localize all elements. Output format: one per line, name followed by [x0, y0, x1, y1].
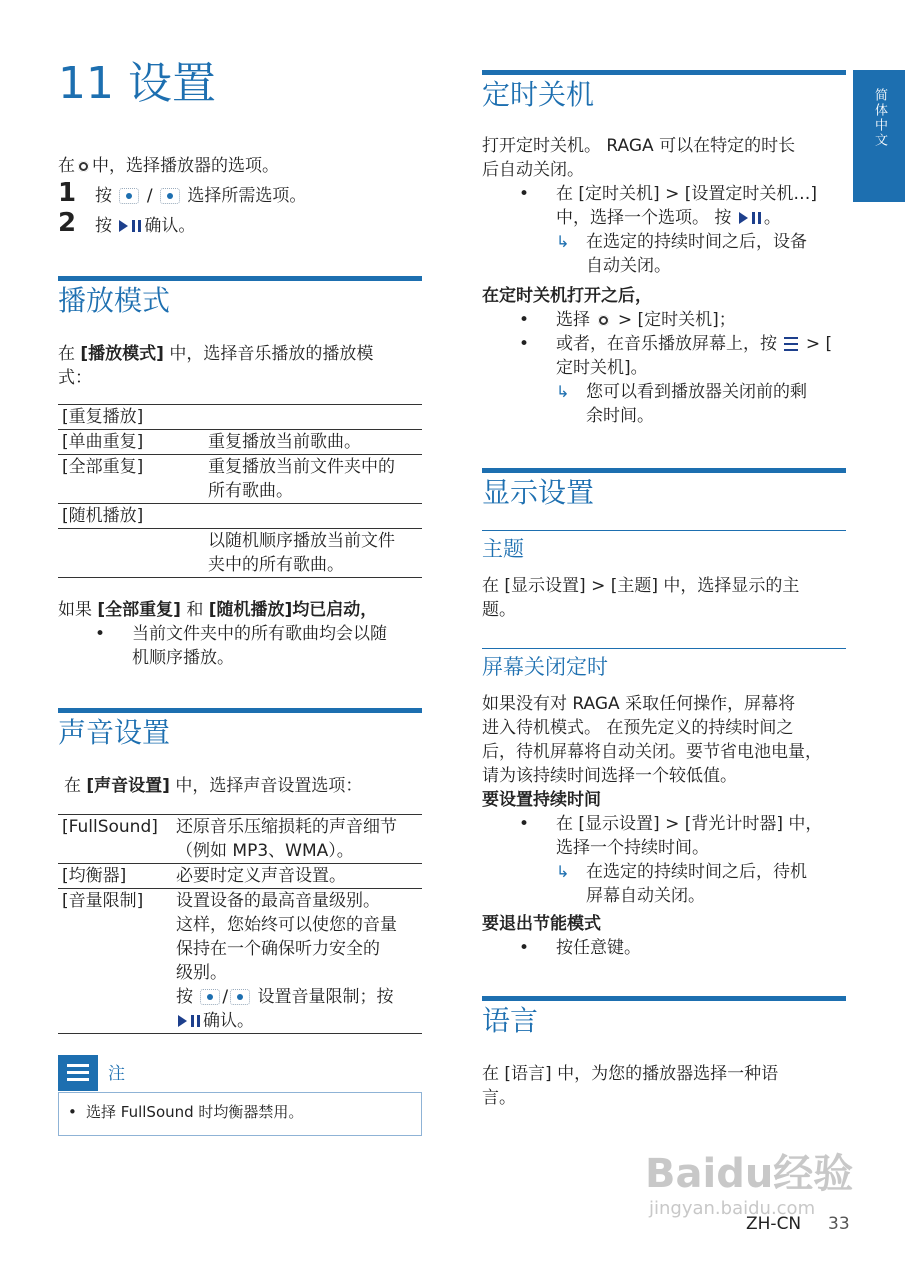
previous-button-icon	[200, 989, 220, 1005]
table-row	[58, 889, 422, 1034]
exit-saving-step: 按任意键。	[556, 938, 641, 958]
sound-table	[58, 814, 422, 1034]
table-row	[58, 504, 422, 529]
bullet-dot: •	[519, 310, 530, 330]
section-bar	[482, 996, 846, 1001]
section-bar	[482, 468, 846, 473]
bullet-dot: •	[519, 938, 530, 958]
result-arrow-icon: ↳	[556, 862, 570, 881]
table-key: [随机播放]	[62, 506, 144, 526]
shuffle-note: 当前文件夹中的所有歌曲均会以随 机顺序播放。	[132, 624, 387, 668]
table-row	[58, 864, 422, 889]
settings-gear-icon	[78, 161, 89, 172]
sleep-remaining: 您可以看到播放器关闭前的剩 余时间。	[586, 382, 807, 426]
play-mode-desc: 在 [播放模式] 中，选择音乐播放的播放模 式：	[58, 344, 374, 388]
sleep-step: 在 [定时关机] > [设置定时关机…] 中，选择一个选项。 按 。	[556, 184, 817, 228]
note-label: 注	[108, 1064, 125, 1084]
exit-saving-title: 要退出节能模式	[482, 914, 601, 934]
result-arrow-icon: ↳	[556, 232, 570, 251]
table-key	[58, 529, 204, 578]
sleep-desc: 打开定时关机。 RAGA 可以在特定的时长 后自动关闭。	[482, 136, 796, 180]
step-1-text: 按 / 选择所需选项。	[95, 186, 307, 206]
sleep-check-step: 选择 > [定时关机]；	[556, 310, 736, 330]
play-mode-table	[58, 404, 422, 578]
watermark-brand: Baidu经验	[645, 1151, 854, 1197]
sound-settings-title: 声音设置	[58, 716, 171, 749]
play-icon	[178, 1015, 187, 1027]
table-value: 还原音乐压缩损耗的声音细节 （例如 MP3、WMA）。	[176, 817, 397, 861]
table-key: [单曲重复]	[62, 432, 144, 452]
table-key: [音量限制]	[62, 891, 144, 911]
section-bar	[58, 708, 422, 713]
pause-icon	[191, 1015, 200, 1027]
baidu-watermark	[645, 1150, 853, 1220]
intro-line: 在 中，选择播放器的选项。	[58, 156, 279, 176]
next-button-icon	[230, 989, 250, 1005]
bullet-dot: •	[519, 334, 530, 354]
bullet-dot: •	[519, 814, 530, 834]
subsection-line	[482, 648, 846, 649]
footer-language: ZH-CN	[746, 1214, 802, 1234]
bullet-dot: •	[519, 184, 530, 204]
set-duration-title: 要设置持续时间	[482, 790, 601, 810]
note-text: 选择 FullSound 时均衡器禁用。	[86, 1103, 304, 1121]
next-button-icon	[160, 188, 180, 204]
section-bar	[58, 276, 422, 281]
bullet-dot: •	[68, 1103, 77, 1121]
table-value	[204, 405, 422, 430]
language-title: 语言	[482, 1004, 539, 1037]
settings-gear-icon	[598, 315, 609, 326]
table-key: [均衡器]	[62, 866, 127, 886]
page-number: 33	[828, 1214, 850, 1234]
play-icon	[739, 212, 748, 224]
table-row	[58, 430, 422, 455]
table-row	[58, 529, 422, 578]
previous-button-icon	[119, 188, 139, 204]
step-number: 2	[58, 208, 77, 238]
menu-icon	[784, 337, 798, 351]
step-2-text: 按 确认。	[95, 216, 196, 236]
pause-icon	[752, 212, 761, 224]
play-icon	[119, 220, 128, 232]
table-value: 设置设备的最高音量级别。 这样，您始终可以使您的音量 保持在一个确保听力安全的 级别。 按 / 设置音量限制；按 确认。	[176, 891, 397, 1031]
sleep-check-alt: 或者，在音乐播放屏幕上，按 > [ 定时关机]。	[556, 334, 833, 378]
set-duration-step: 在 [显示设置] > [背光计时器] 中， 选择一个持续时间。	[556, 814, 823, 858]
step-number: 1	[58, 178, 77, 208]
sound-desc: 在 [声音设置] 中，选择声音设置选项：	[64, 776, 363, 796]
set-duration-result: 在选定的持续时间之后，待机 屏幕自动关闭。	[586, 862, 807, 906]
screen-off-timer-title: 屏幕关闭定时	[482, 655, 608, 679]
table-key: [全部重复]	[62, 457, 144, 477]
table-row	[58, 455, 422, 504]
note-icon	[58, 1055, 98, 1091]
result-arrow-icon: ↳	[556, 382, 570, 401]
sleep-result: 在选定的持续时间之后，设备 自动关闭。	[586, 232, 807, 276]
pause-icon	[132, 220, 141, 232]
table-key: [重复播放]	[62, 407, 144, 427]
after-sleep-title: 在定时关机打开之后，	[482, 286, 652, 306]
table-row	[58, 405, 422, 430]
language-desc: 在 [语言] 中，为您的播放器选择一种语 言。	[482, 1064, 779, 1108]
screen-off-desc: 如果没有对 RAGA 采取任何操作，屏幕将 进入待机模式。 在预先定义的持续时间之 后，待机屏幕将自动关闭。要节省电池电量， 请为该持续时间选择一个较低值。	[482, 694, 822, 786]
table-value: 重复播放当前文件夹中的 所有歌曲。	[208, 457, 395, 501]
theme-desc: 在 [显示设置] > [主题] 中，选择显示的主 题。	[482, 576, 800, 620]
bullet-dot: •	[95, 624, 106, 644]
display-settings-title: 显示设置	[482, 476, 595, 509]
watermark-url: jingyan.baidu.com	[649, 1198, 816, 1219]
table-value: 重复播放当前歌曲。	[208, 432, 361, 452]
theme-title: 主题	[482, 537, 524, 561]
table-row	[58, 815, 422, 864]
table-value	[204, 504, 422, 529]
section-bar	[482, 70, 846, 75]
table-value: 必要时定义声音设置。	[176, 866, 346, 886]
table-value: 以随机顺序播放当前文件 夹中的所有歌曲。	[208, 531, 395, 575]
play-mode-title: 播放模式	[58, 284, 171, 317]
subsection-line	[482, 530, 846, 531]
chapter-title: 11 设置	[58, 58, 216, 109]
language-side-tab	[853, 70, 905, 202]
sleep-timer-title: 定时关机	[482, 78, 595, 111]
side-tab-label: 简体中文	[872, 88, 887, 148]
table-key: [FullSound]	[62, 817, 158, 837]
if-both-enabled: 如果 [全部重复] 和 [随机播放]均已启动，	[58, 600, 378, 620]
